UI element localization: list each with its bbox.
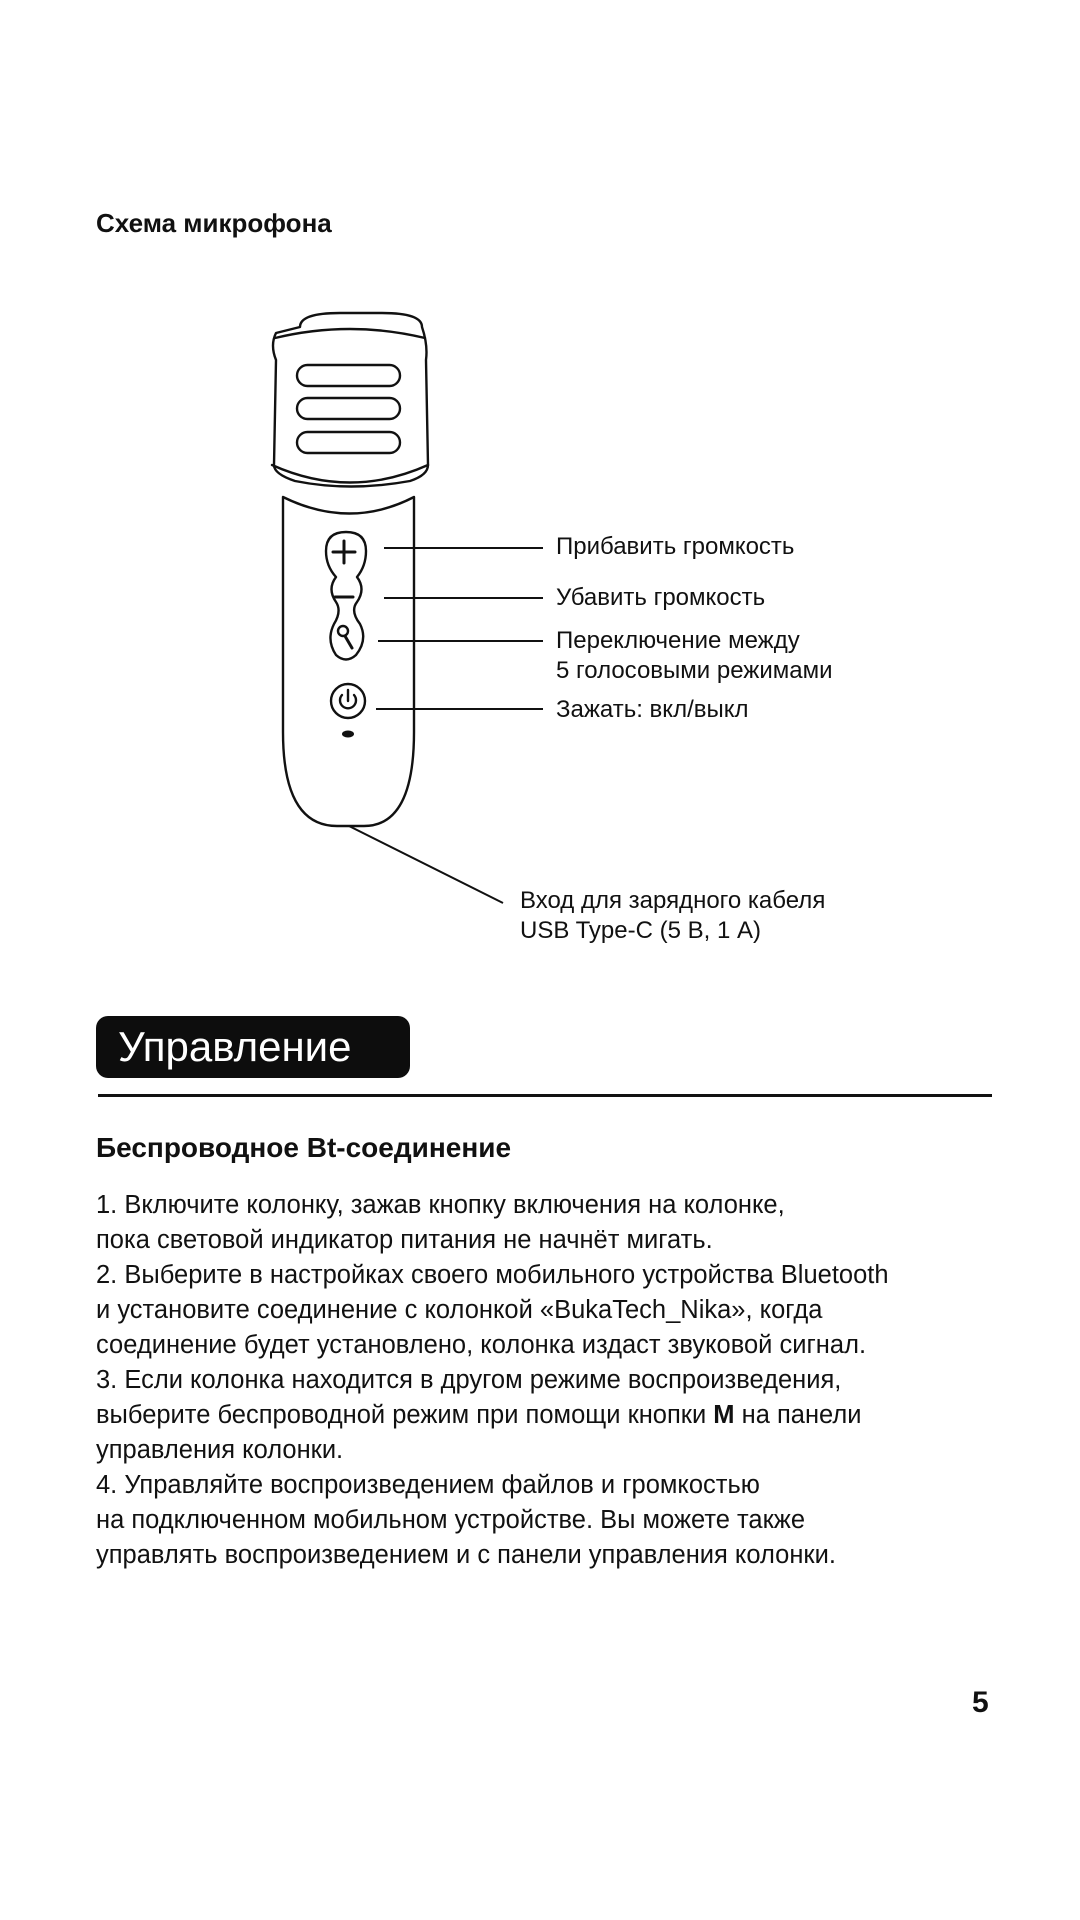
grille-slot-2 [297,398,400,419]
callout-charging-line-2: USB Type-C (5 В, 1 А) [520,917,761,944]
instruction-line-1: 1. Включите колонку, зажав кнопку включения на колонке, [96,1191,785,1219]
section-title: Управление [118,1023,352,1070]
callout-volume-down-line-1: Убавить громкость [556,584,766,611]
callout-power [556,695,749,725]
instruction-line-9: 4. Управляйте воспроизведением файлов и громкостью [96,1471,760,1499]
power-icon [331,684,365,718]
page-number: 5 [972,1686,989,1719]
callout-volume-up-line-1: Прибавить громкость [556,533,795,560]
instruction-line-7-end: на панели [734,1401,862,1429]
scheme-title: Схема микрофона [96,208,332,238]
instruction-line-2: пока световой индикатор питания не начнёт мигать. [96,1226,713,1254]
section-banner [96,1016,410,1078]
instruction-line-7 [96,1398,1036,1433]
instruction-line-6: 3. Если колонка находится в другом режиме воспроизведения, [96,1366,842,1394]
instruction-line-3: 2. Выберите в настройках своего мобильного устройства Bluetooth [96,1261,889,1289]
instruction-line-4: и установите соединение с колонкой «BukaTech_Nika», когда [96,1296,823,1324]
instruction-line-7-start: выберите беспроводной режим при помощи кнопки [96,1401,714,1429]
section-divider [98,1094,992,1097]
instruction-line-11: управлять воспроизведением и с панели управления колонки. [96,1541,836,1569]
grille-slot-1 [297,365,400,386]
callout-volume-up [556,532,794,562]
instruction-line-5: соединение будет установлено, колонка издаст звуковой сигнал. [96,1331,867,1359]
callout-volume-down [556,583,765,613]
led-indicator-icon [342,731,354,738]
leader-charging [349,826,503,903]
instructions-text [96,1188,1036,1573]
callout-power-line-1: Зажать: вкл/выкл [556,696,749,723]
callout-mode-switch-line-2: 5 голосовыми режимами [556,657,833,684]
mic-head-outline [273,313,428,487]
mic-body-outline [283,497,414,826]
instruction-line-10: на подключенном мобильном устройстве. Вы можете также [96,1506,805,1534]
mic-grille-top [275,329,425,338]
callout-mode-switch-line-1: Переключение между [556,627,800,654]
plus-icon [333,541,355,563]
mic-mode-icon [338,626,352,648]
bt-connection-title: Беспроводное Bt-соединение [96,1132,512,1163]
grille-slot-3 [297,432,400,453]
m-button-label: M [713,1401,735,1429]
callout-mode-switch [556,626,833,686]
callout-charging [520,886,825,946]
instruction-line-8: управления колонки. [96,1436,344,1464]
callout-charging-line-1: Вход для зарядного кабеля [520,887,826,914]
